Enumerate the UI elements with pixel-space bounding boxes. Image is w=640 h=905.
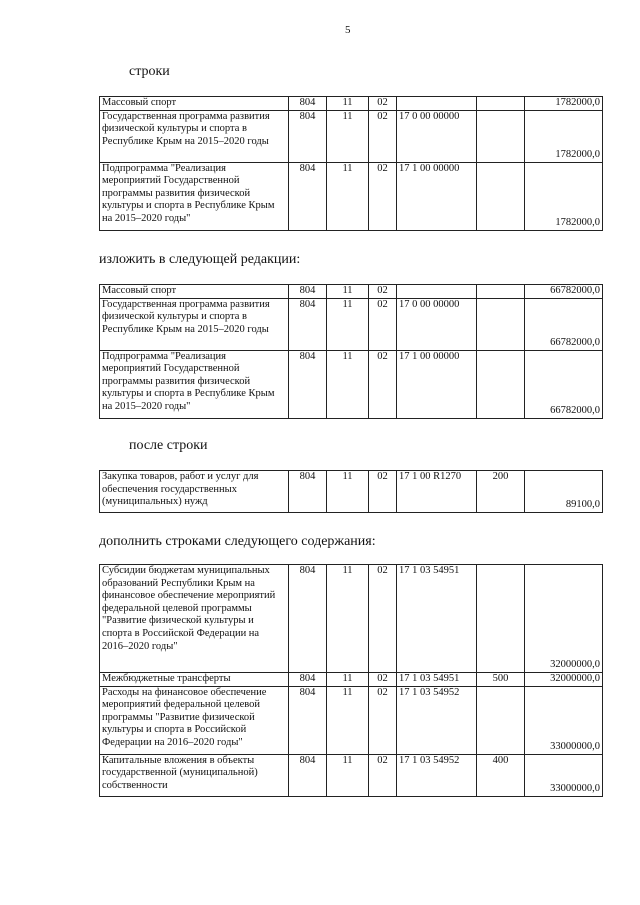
row-amount: 32000000,0 <box>525 565 603 673</box>
row-amount: 89100,0 <box>525 471 603 513</box>
row-subsection-code: 02 <box>369 471 397 513</box>
row-ministry-code: 804 <box>289 350 327 418</box>
row-name: Государственная программа развития физической культуры и спорта в Республике Крым на 2015–2020 годы <box>100 110 289 162</box>
row-name: Массовый спорт <box>100 97 289 111</box>
row-section-code: 11 <box>327 298 369 350</box>
row-subsection-code: 02 <box>369 350 397 418</box>
table-row <box>100 673 603 687</box>
row-ministry-code: 804 <box>289 673 327 687</box>
table-row <box>100 686 603 754</box>
row-name: Капитальные вложения в объекты государственной (муниципальной) собственности <box>100 754 289 796</box>
row-subsection-code: 02 <box>369 285 397 299</box>
row-target-article-code: 17 1 00 00000 <box>397 162 477 230</box>
row-section-code: 11 <box>327 110 369 162</box>
row-target-article-code: 17 1 00 00000 <box>397 350 477 418</box>
row-section-code: 11 <box>327 285 369 299</box>
row-subsection-code: 02 <box>369 754 397 796</box>
row-section-code: 11 <box>327 754 369 796</box>
heading-new-edition: изложить в следующей редакции: <box>99 252 301 267</box>
row-expense-type-code <box>477 162 525 230</box>
row-subsection-code: 02 <box>369 110 397 162</box>
row-amount: 32000000,0 <box>525 673 603 687</box>
row-subsection-code: 02 <box>369 298 397 350</box>
row-amount: 66782000,0 <box>525 298 603 350</box>
row-expense-type-code <box>477 350 525 418</box>
row-expense-type-code <box>477 285 525 299</box>
table-row <box>100 754 603 796</box>
row-target-article-code: 17 1 03 54952 <box>397 686 477 754</box>
row-amount: 1782000,0 <box>525 110 603 162</box>
row-name: Закупка товаров, работ и услуг для обеспечения государственных (муниципальных) нужд <box>100 471 289 513</box>
row-expense-type-code <box>477 298 525 350</box>
row-amount: 66782000,0 <box>525 285 603 299</box>
page-number: 5 <box>345 24 351 36</box>
heading-lines: строки <box>129 64 170 79</box>
row-section-code: 11 <box>327 686 369 754</box>
row-ministry-code: 804 <box>289 686 327 754</box>
table-row <box>100 285 603 299</box>
row-expense-type-code <box>477 565 525 673</box>
row-subsection-code: 02 <box>369 673 397 687</box>
row-subsection-code: 02 <box>369 97 397 111</box>
table-row <box>100 565 603 673</box>
budget-table-original <box>99 96 603 231</box>
row-ministry-code: 804 <box>289 97 327 111</box>
budget-table-new-edition <box>99 284 603 419</box>
row-name: Расходы на финансовое обеспечение мероприятий федеральной целевой программы "Развитие физической культуры и спорта в Российской Федерации на 2016–2020 годы" <box>100 686 289 754</box>
row-expense-type-code <box>477 97 525 111</box>
row-ministry-code: 804 <box>289 110 327 162</box>
row-name: Массовый спорт <box>100 285 289 299</box>
row-section-code: 11 <box>327 471 369 513</box>
row-amount: 33000000,0 <box>525 754 603 796</box>
row-name: Подпрограмма "Реализация мероприятий Государственной программы развития физической культуры и спорта в Республике Крым на 2015–2020 годы" <box>100 162 289 230</box>
row-target-article-code: 17 0 00 00000 <box>397 110 477 162</box>
table-row <box>100 97 603 111</box>
row-amount: 1782000,0 <box>525 97 603 111</box>
budget-table-after-line <box>99 470 603 513</box>
row-ministry-code: 804 <box>289 471 327 513</box>
row-target-article-code <box>397 285 477 299</box>
row-subsection-code: 02 <box>369 162 397 230</box>
row-target-article-code: 17 1 03 54951 <box>397 565 477 673</box>
row-ministry-code: 804 <box>289 285 327 299</box>
row-amount: 33000000,0 <box>525 686 603 754</box>
table-row <box>100 350 603 418</box>
heading-after-line: после строки <box>129 438 208 453</box>
row-expense-type-code: 200 <box>477 471 525 513</box>
row-target-article-code: 17 1 03 54951 <box>397 673 477 687</box>
row-expense-type-code <box>477 110 525 162</box>
row-ministry-code: 804 <box>289 162 327 230</box>
row-ministry-code: 804 <box>289 565 327 673</box>
row-target-article-code: 17 0 00 00000 <box>397 298 477 350</box>
row-section-code: 11 <box>327 162 369 230</box>
row-subsection-code: 02 <box>369 565 397 673</box>
table-row <box>100 110 603 162</box>
table-row <box>100 162 603 230</box>
row-name: Государственная программа развития физической культуры и спорта в Республике Крым на 2015–2020 годы <box>100 298 289 350</box>
row-name: Подпрограмма "Реализация мероприятий Государственной программы развития физической культуры и спорта в Республике Крым на 2015–2020 годы" <box>100 350 289 418</box>
row-expense-type-code: 400 <box>477 754 525 796</box>
row-expense-type-code <box>477 686 525 754</box>
row-expense-type-code: 500 <box>477 673 525 687</box>
row-section-code: 11 <box>327 673 369 687</box>
table-row <box>100 471 603 513</box>
table-row <box>100 298 603 350</box>
row-target-article-code <box>397 97 477 111</box>
row-name: Субсидии бюджетам муниципальных образований Республики Крым на финансовое обеспечение мероприятий федеральной целевой программы "Развитие физической культуры и спорта в Российской Федерации на 2016–2020 годы" <box>100 565 289 673</box>
row-ministry-code: 804 <box>289 298 327 350</box>
row-target-article-code: 17 1 00 R1270 <box>397 471 477 513</box>
row-amount: 66782000,0 <box>525 350 603 418</box>
row-amount: 1782000,0 <box>525 162 603 230</box>
row-section-code: 11 <box>327 97 369 111</box>
row-subsection-code: 02 <box>369 686 397 754</box>
heading-supplement: дополнить строками следующего содержания: <box>99 534 376 549</box>
row-section-code: 11 <box>327 565 369 673</box>
row-ministry-code: 804 <box>289 754 327 796</box>
row-section-code: 11 <box>327 350 369 418</box>
row-target-article-code: 17 1 03 54952 <box>397 754 477 796</box>
row-name: Межбюджетные трансферты <box>100 673 289 687</box>
budget-table-supplement <box>99 564 603 797</box>
